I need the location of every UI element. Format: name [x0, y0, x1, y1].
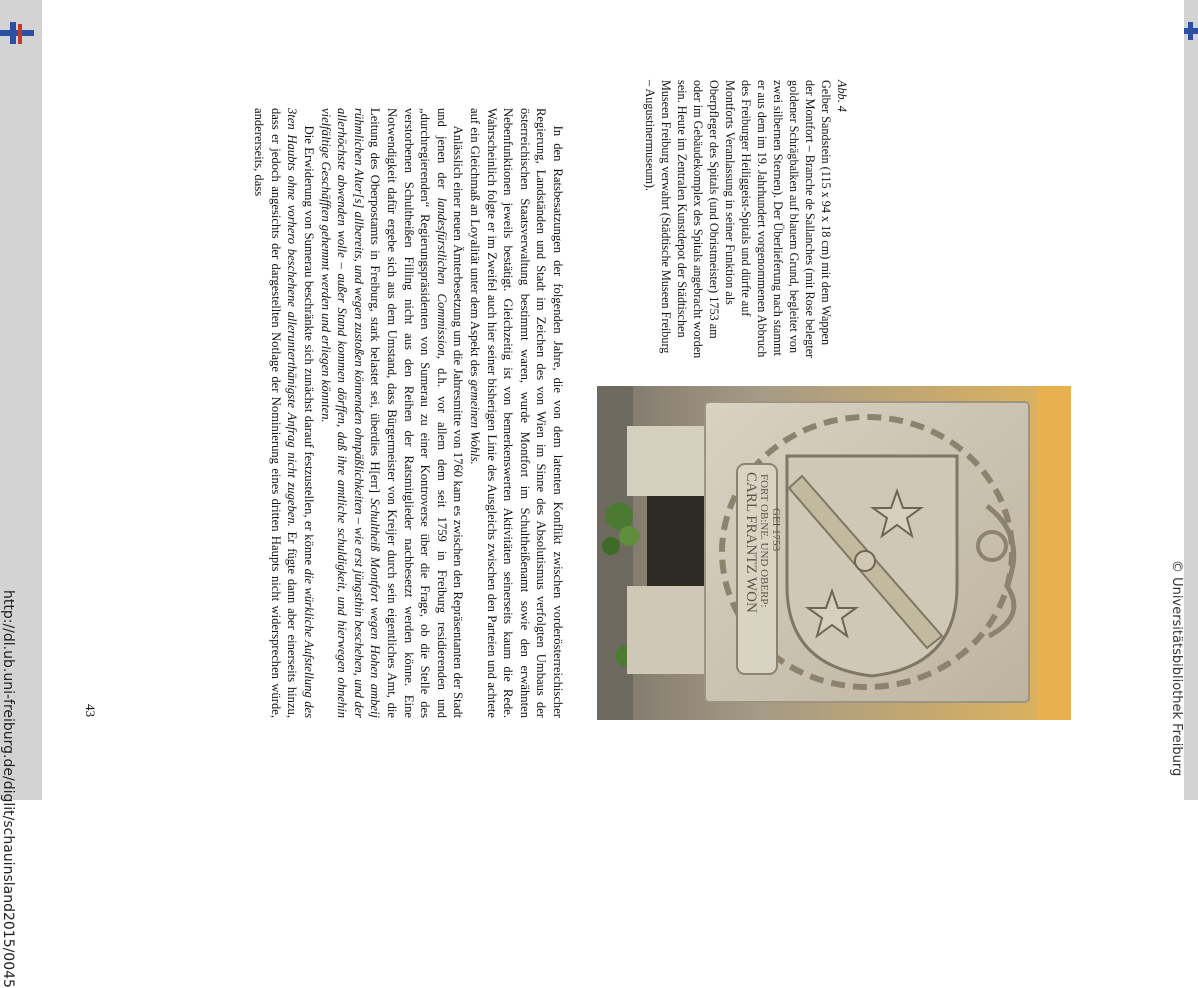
paragraph-1: In den Ratsbesatzungen der folgenden Jahre, die von dem latenten Konflikt zwischen vorderösterreichischer Regierung, Landständen und Stadt im Zeichen des von Wien im Sinne des Absolutismus verfolgten Umbaus der österreichischen Staatsverwaltung bestimmt waren, wurde Montfort im Schultheißenamt sowie den erwähnten Nebenfunktionen jeweils bestätigt. Gleichzeitig ist von bemerkenswerten Aktivitäten seinerseits kaum die Rede. Wahrscheinlich folgte er im Zweifel auch hier seiner bisherigen Linie des Ausgleichs zwischen den Parteien und achtete auf ein Gleichmaß an Loyalität unter dem Aspekt des gemeinen Wohls.: [468, 108, 565, 718]
library-logo-icon: [0, 22, 34, 46]
inscription-line-2: FORT OB:NE. UND OBERP:: [758, 474, 770, 608]
figure-caption: [642, 80, 850, 360]
document-url[interactable]: http://dl.ub.uni-freiburg.de/diglit/schauinsland2015/0045: [0, 590, 16, 988]
library-logo-icon-right: [1184, 22, 1198, 42]
copyright-right: © Universitätsbibliothek Freiburg: [1169, 560, 1184, 777]
body-text: [251, 108, 566, 718]
inscription-line-1: CARL FRANTZ WON: [743, 472, 759, 613]
coat-of-arms-photo: [597, 386, 1071, 720]
caption-text: Gelber Sandstein (115 x 94 x 18 cm) mit dem Wappen der Montfort – Branche de Sallanches (mit Rose belegter goldener Schrägbalken auf blauem Grund, begleitet von zwei silbernen Sternen). Der Überlieferung nach stammt er aus dem im 19. Jahrhundert vorgenommenen Abbruch des Freiburger Heiliggeist-Spitals und dürfte auf Montforts Veranlassung in seiner Funktion als Oberpfleger des Spitals (und Obristmeister) 1753 am oder im Gebäudekomplex des Spitals angebracht worden sein. Heute im Zentralen Kunstdepot der Städtischen Museen Freiburg verwahrt (Städtische Museen Freiburg – Augustinermuseum).: [643, 80, 833, 359]
inscription-line-3: GEI 1753: [770, 508, 782, 552]
page-number: 43: [83, 704, 98, 717]
figure-label: Abb. 4: [835, 80, 849, 112]
viewer-margin-right: [1184, 0, 1198, 800]
paragraph-2: Anlässlich einer neuen Ämterbesetzung um die Jahresmitte von 1760 kam es zwischen den Repräsentanten der Stadt und jenen der landesfürstlichen Commission, d.h. vor allem dem seit 1759 in Freiburg residierenden und „durchregierenden“ Regierungspräsidenten von Sumerau zu einer Kontroverse über die Frage, ob die Stelle des verstorbenen Schultheißen Filling nicht aus den Reihen der Ratsmitglieder nachbesetzt werden könne. Eine Notwendigkeit dafür ergebe sich aus dem Umstand, dass Bürgermeister von Kreijer durch sein eigentliches Amt, die Leitung des Oberpostamts in Freiburg, stark belastet sei, überdies H[err] Schultheiß Montfort wegen Hohen ambeij rühmlichen Alter[s] allbereits, und wegen zustoßen könnenden ohnpäßlichkeiten – wie erst jüngsthin beschehen, und der allerhöchste abwenden wolle – außer Stand kommen dörffen, daß ihre amtliche schuldigkeit, und hierwegen ohnehin vielfältige Geschäfften gehemmt werden und erliegen könnten.: [318, 108, 466, 718]
paragraph-3: Die Erwiderung von Sumerau beschränkte sich zunächst darauf festzustellen, er könne die würkliche Aufstellung des 3ten Haubts ohne vorhero beschehene allerunterthänigste Anfrag nicht zugeben. Er fügte dann aber einerseits hinzu, dass er jedoch angesichts der dargestellten Notlage der Nominierung eines dritten Haupts nicht widersprechen würde, andererseits, dass: [252, 108, 317, 719]
